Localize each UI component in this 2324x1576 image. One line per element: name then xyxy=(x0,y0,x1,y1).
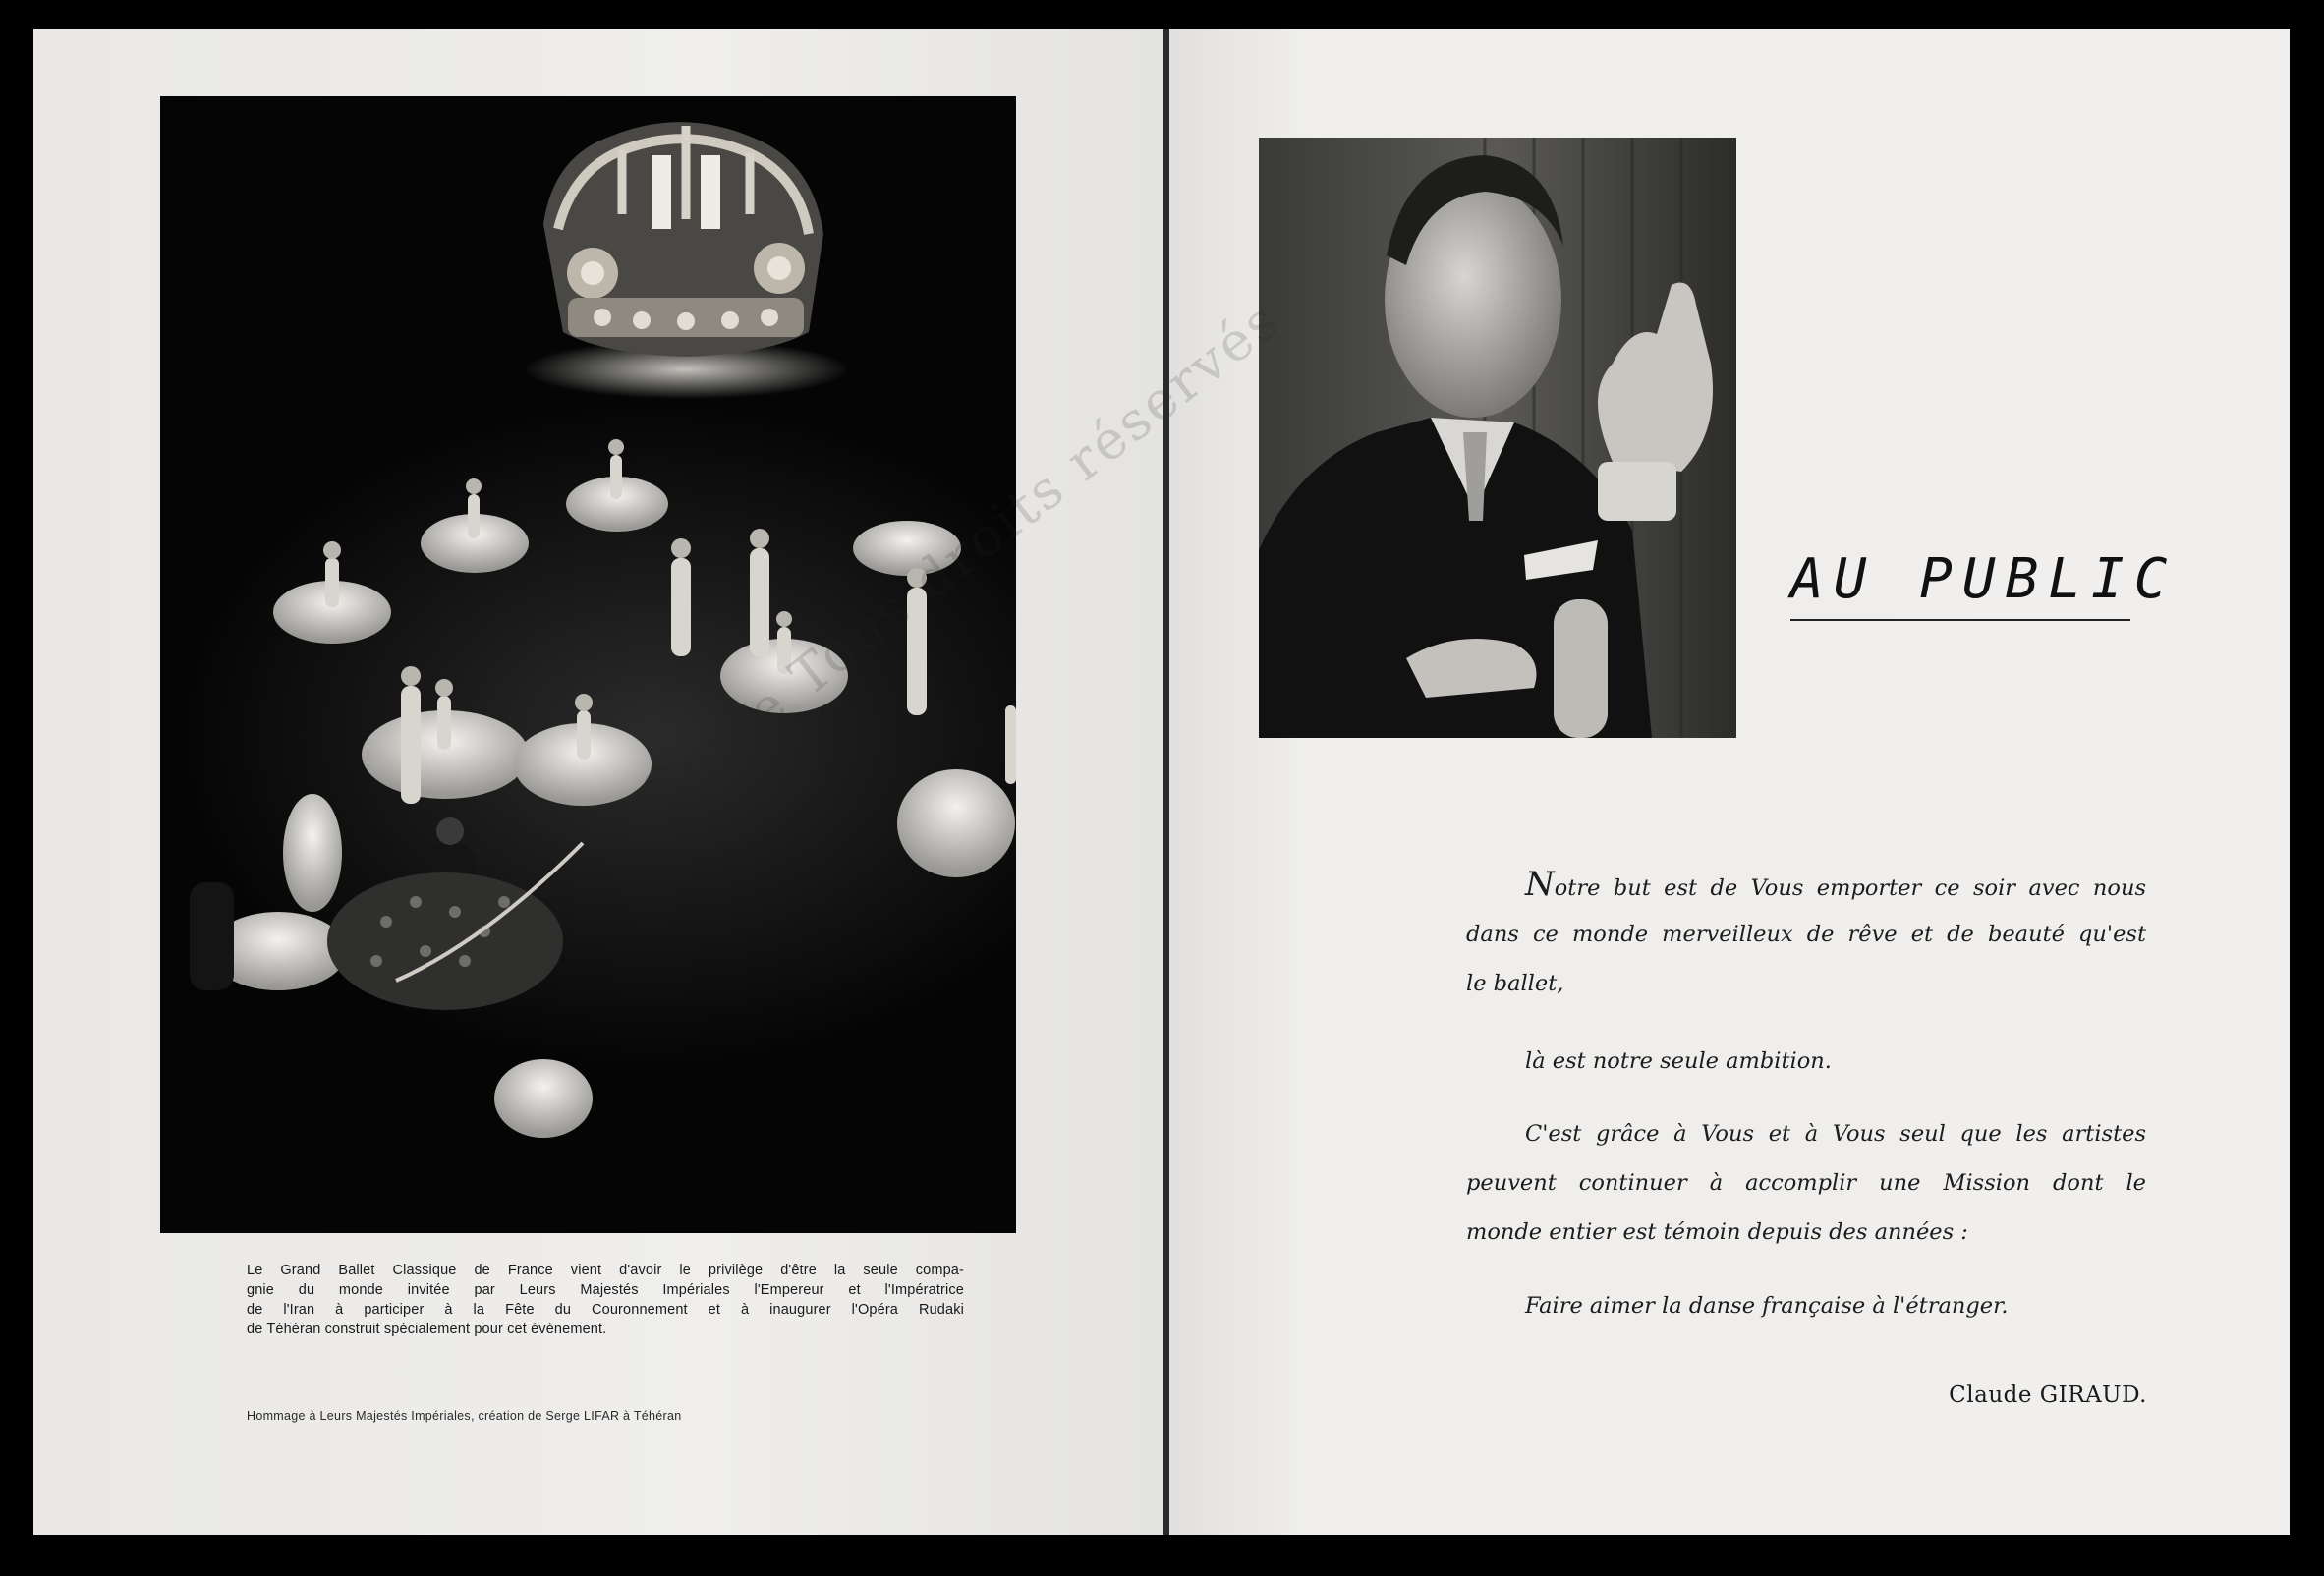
text-line: C'est grâce à Vous et à Vous seul que les artistes xyxy=(1525,1121,2146,1147)
drop-cap: N xyxy=(1525,865,1555,904)
signature: Claude GIRAUD. xyxy=(1949,1382,2147,1408)
caption-line: gnie du monde invitée par Leurs Majestés Impériales l'Empereur et l'Impératrice xyxy=(247,1282,964,1298)
text-line-content: otre but est de Vous emporter ce soir avec nous xyxy=(1554,875,2146,901)
text-line xyxy=(1525,865,2146,904)
ballet-stage-photo xyxy=(160,96,1016,1233)
ballet-photo-illustration xyxy=(160,96,1016,1233)
portrait-illustration xyxy=(1259,138,1736,738)
heading-underline xyxy=(1790,619,2130,621)
text-line: Faire aimer la danse française à l'étranger. xyxy=(1525,1293,2009,1319)
text-line: là est notre seule ambition. xyxy=(1525,1048,1832,1074)
photo-caption xyxy=(247,1261,964,1339)
caption-line: Le Grand Ballet Classique de France vient d'avoir le privilège d'être la seule compa- xyxy=(247,1263,964,1278)
text-line: peuvent continuer à accomplir une Mission dont le xyxy=(1466,1170,2146,1196)
page-heading: AU PUBLIC xyxy=(1790,547,2178,611)
caption-line: de l'Iran à participer à la Fête du Couronnement et à inaugurer l'Opéra Rudaki xyxy=(247,1302,964,1318)
text-line: dans ce monde merveilleux de rêve et de beauté qu'est xyxy=(1466,922,2146,947)
photo-credit: Hommage à Leurs Majestés Impériales, création de Serge LIFAR à Téhéran xyxy=(247,1409,682,1423)
text-line: le ballet, xyxy=(1466,971,1564,996)
text-line: monde entier est témoin depuis des années : xyxy=(1466,1219,1968,1245)
caption-line: de Téhéran construit spécialement pour cet événement. xyxy=(247,1322,607,1337)
portrait-photo xyxy=(1259,138,1736,738)
